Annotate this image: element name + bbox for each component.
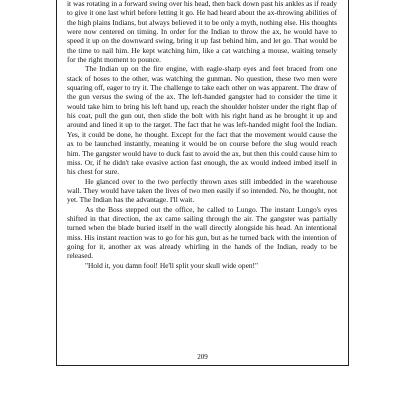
book-page <box>56 0 349 366</box>
paragraph-4: As the Boss stepped out the office, he called to Lungo. The instant Lungo's eyes shifted in that direction, the ax came sailing through the air. The gangster was partially turned when the blade buried itself in the wall directly alongside his head. An intentional miss. His instant reaction was to go for his gun, but as he turned back with the intention of going for it, another ax was already whirling in the hands of the Indian, ready to be released. <box>67 204 337 261</box>
paragraph-5: "Hold it, you damn fool! He'll split your skull wide open!" <box>85 260 259 270</box>
paragraph-2: The Indian up on the fire engine, with eagle-sharp eyes and feet braced from one stack of hoses to the other, was watching the gunman. No question, these two men were squaring off, eager to try it. The challenge to take each other on was apparent. The draw of the gun versus the swing of the ax. The left-handed gangster had to consider the time it would take him to bring his left hand up, reach the shoulder holster under the right flap of his coat, pull the gun out, then slide the bolt with his right hand as he brought it up and around and lined it up to the target. The fact that he was left-handed might fool the Indian. Yes, it could be done, he thought. Except for the fact that the movement would cause the ax to be launched instantly, meaning it would be on course before the slug would reach him. The gangster would have to duck fast to avoid the ax, but then this could cause him to miss. Or, if he didn't take evasive action fast enough, the ax would indeed imbed itself in his chest for sure. <box>67 64 337 177</box>
page-body <box>67 0 337 270</box>
paragraph-3: He glanced over to the two perfectly thrown axes still imbedded in the warehouse wall. They would have taken the lives of two men easily if so intended. No, he thought, not yet. The Indian has the advantage. I'll wait. <box>67 176 337 205</box>
paragraph-1: it was rotating in a forward swing over his head, then back down past his ankles as if ready to give it one last whirl before letting it go. He had heard about the ax-throwing abilities of the high plains Indians, but always believed it to be only a myth, nothing else. His thoughts were now centered on timing. In order for the Indian to throw the ax, he would have to speed it up on the downward swing, bring it up fast behind him, and let go. That would be the time to nail him. He kept watching him, like a cat watching a mouse, waiting tensely for the right moment to pounce. <box>67 0 337 65</box>
page-number: 209 <box>197 353 208 361</box>
